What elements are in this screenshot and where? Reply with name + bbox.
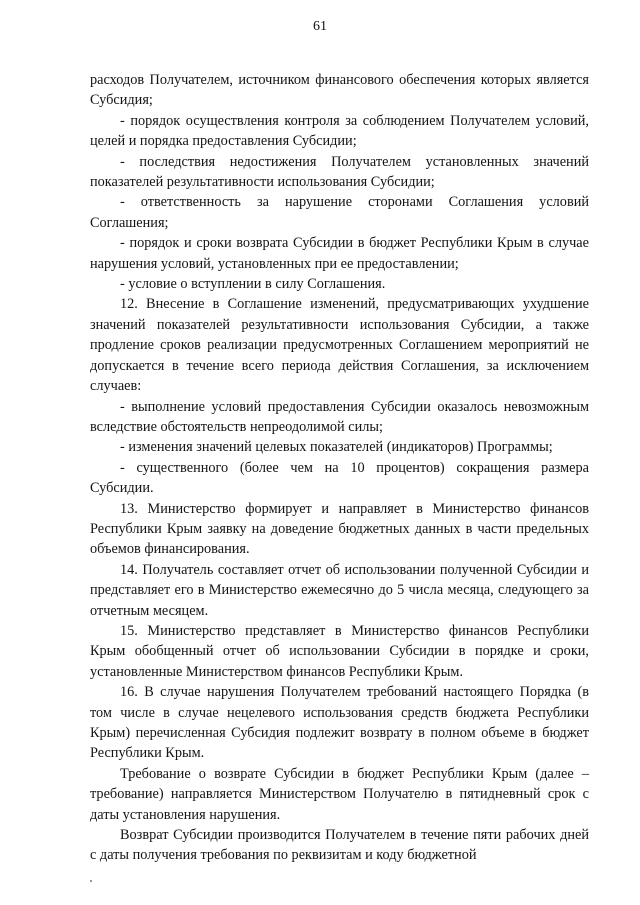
list-item-consequences: - последствия недостижения Получателем установленных значений показателей результативности использования Субсидии; xyxy=(90,153,589,191)
clause-13: 13. Министерство формирует и направляет в Министерство финансов Республики Крым заявку на доведение бюджетных данных в части предельных объемов финансирования. xyxy=(90,500,589,558)
exception-force-majeure: - выполнение условий предоставления Субсидии оказалось невозможным вследствие обстоятельств непреодолимой силы; xyxy=(90,398,589,435)
list-item-control-procedure: - порядок осуществления контроля за соблюдением Получателем условий, целей и порядка предоставления Субсидии; xyxy=(90,112,589,150)
scan-dot xyxy=(90,880,92,882)
list-item-return-procedure: - порядок и сроки возврата Субсидии в бюджет Республики Крым в случае нарушения условий, установленных при ее предоставлении; xyxy=(90,235,589,272)
list-item-responsibility: - ответственность за нарушение сторонами Соглашения условий Соглашения; xyxy=(90,194,589,231)
page-number: 61 xyxy=(313,19,327,34)
return-requirement-paragraph: Требование о возврате Субсидии в бюджет Республики Крым (далее – требование) направляется Министерством Получателю в пятидневный срок с даты установления нарушения. xyxy=(90,765,589,823)
clause-15: 15. Министерство представляет в Министерство финансов Республики Крым обобщенный отчет об использовании Субсидии в порядке и сроки, установленные Министерством финансов Республики Крым. xyxy=(90,622,589,680)
exception-indicator-change: - изменения значений целевых показателей (индикаторов) Программы; xyxy=(120,439,553,456)
paragraph-continuation: расходов Получателем, источником финансового обеспечения которых является Субсидия; xyxy=(90,72,589,109)
clause-16: 16. В случае нарушения Получателем требований настоящего Порядка (в том числе в случае нецелевого использования средств бюджета Республики Крым) перечисленная Субсидия подлежит возврату в полном объеме в бюджет Республики Крым. xyxy=(90,684,589,762)
clause-12: 12. Внесение в Соглашение изменений, предусматривающих ухудшение значений показателей результативности использования Субсидии, а также продление сроков реализации предусмотренных Соглашением мероприятий не допускается в течение всего периода действия Соглашения, за исключением случаев: xyxy=(90,296,589,395)
document-body xyxy=(90,70,589,866)
exception-subsidy-reduction: - существенного (более чем на 10 процентов) сокращения размера Субсидии. xyxy=(90,459,589,497)
clause-14: 14. Получатель составляет отчет об использовании полученной Субсидии и представляет его в Министерство ежемесячно до 5 числа месяца, следующего за отчетным месяцем. xyxy=(90,561,589,619)
return-execution-paragraph: Возврат Субсидии производится Получателем в течение пяти рабочих дней с даты получения требования по реквизитам и коду бюджетной xyxy=(90,827,589,864)
list-item-entry-into-force: - условие о вступлении в силу Соглашения. xyxy=(120,276,386,293)
